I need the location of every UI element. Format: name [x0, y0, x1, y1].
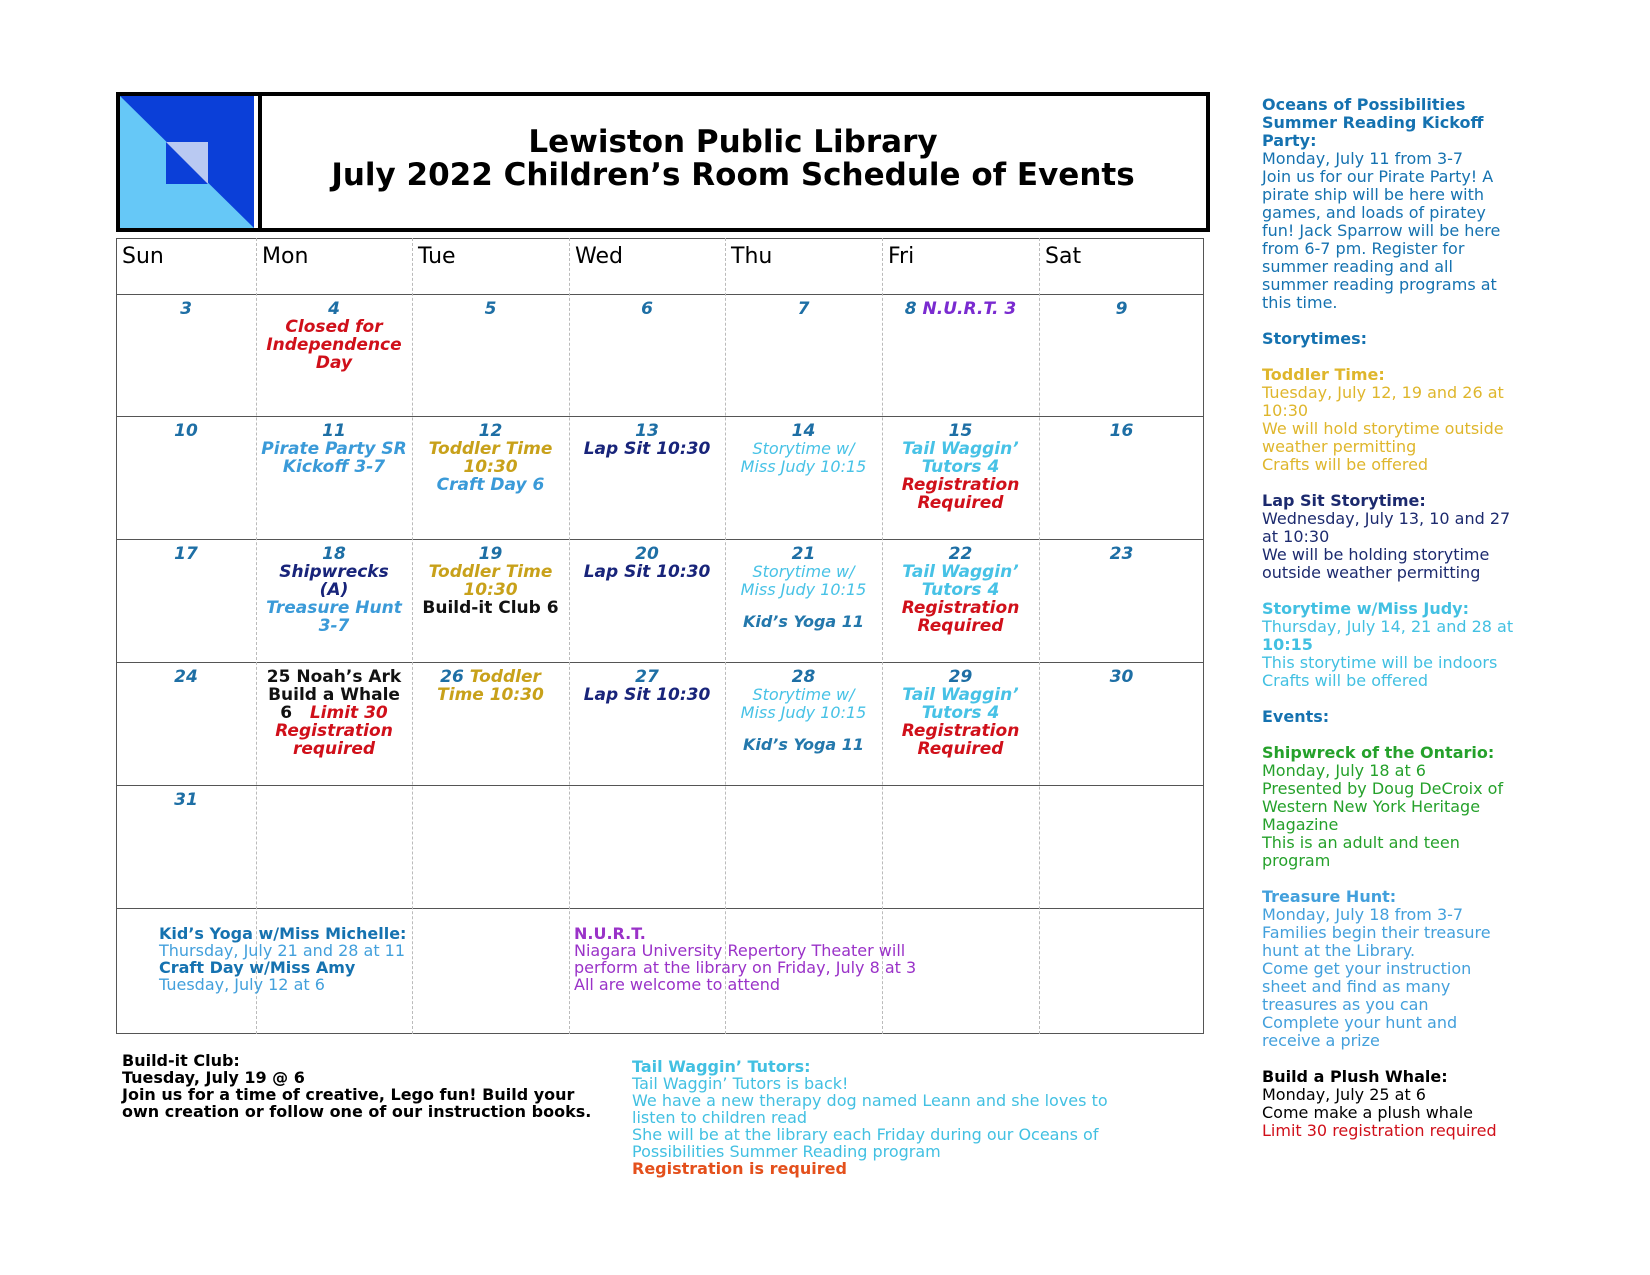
day-cell-9 — [1039, 294, 1204, 416]
event-build-whale-time: 6 — [280, 703, 293, 723]
event-kids-yoga: Kid’s Yoga 11 — [742, 735, 865, 754]
event-storytime: Miss Judy 10:15 — [740, 457, 867, 476]
day-cell-16 — [1039, 416, 1204, 539]
day-cell-14 — [725, 416, 882, 539]
build-line: own creation or follow one of our instruction books. — [122, 1102, 592, 1121]
shipwreck-line: Magazine — [1262, 815, 1339, 834]
page-title — [270, 126, 1196, 192]
event-toddler-time: Toddler Time — [428, 439, 553, 459]
toddler-line: We will hold storytime outside — [1262, 419, 1504, 438]
nurt-line: Niagara University Repertory Theater will — [574, 941, 906, 960]
day-number: 28 — [791, 667, 816, 687]
grid-hline — [116, 785, 1204, 786]
day-number: 26 — [440, 667, 464, 687]
day-cell-24 — [116, 662, 256, 785]
day-number: 4 — [328, 299, 340, 319]
whale-line: Come make a plush whale — [1262, 1103, 1474, 1122]
tail-line: Tail Waggin’ Tutors is back! — [632, 1074, 849, 1093]
build-date: Tuesday, July 19 @ 6 — [122, 1068, 305, 1087]
hunt-line: Complete your hunt and — [1262, 1013, 1458, 1032]
day-number: 19 — [478, 544, 503, 564]
grid-hline — [116, 908, 1204, 909]
kickoff-line: games, and loads of piratey — [1262, 203, 1486, 222]
event-toddler-time: Toddler Time — [428, 562, 553, 582]
event-registration: Required — [917, 739, 1004, 759]
day-number: 16 — [1109, 421, 1134, 441]
day-number: 15 — [948, 421, 973, 441]
storytimes-heading: Storytimes: — [1262, 329, 1368, 348]
day-cell-29 — [882, 662, 1039, 785]
day-cell-5 — [412, 294, 569, 416]
kickoff-title: Oceans of Possibilities — [1262, 95, 1466, 114]
treasure-hunt-block — [1262, 888, 1552, 1050]
plush-whale-block — [1262, 1068, 1552, 1140]
logo-graphic — [120, 96, 254, 228]
day-cell-10 — [116, 416, 256, 539]
yoga-title: Kid’s Yoga w/Miss Michelle: — [159, 924, 407, 943]
day-number: 18 — [322, 544, 346, 564]
day-cell-22 — [882, 539, 1039, 662]
day-number: 3 — [180, 299, 192, 319]
build-title: Build-it Club: — [122, 1051, 240, 1070]
event-storytime: Miss Judy 10:15 — [740, 580, 867, 599]
toddler-block — [1262, 366, 1552, 474]
whale-title: Build a Plush Whale: — [1262, 1067, 1448, 1086]
shipwreck-line: Western New York Heritage — [1262, 797, 1481, 816]
event-kids-yoga: Kid’s Yoga 11 — [742, 612, 865, 631]
title-line-2: July 2022 Children’s Room Schedule of Events — [331, 157, 1135, 193]
hunt-title: Treasure Hunt: — [1262, 887, 1397, 906]
day-cell-15 — [882, 416, 1039, 539]
event-closed: Closed for — [285, 317, 383, 337]
event-closed: Day — [315, 353, 353, 373]
footer-nurt — [574, 925, 994, 993]
event-limit: Limit 30 — [309, 703, 388, 723]
kickoff-line: fun! Jack Sparrow will be here — [1262, 221, 1501, 240]
day-number: 12 — [478, 421, 503, 441]
day-cell-26 — [412, 662, 569, 785]
weekday-sat: Sat — [1045, 244, 1082, 269]
event-storytime: Storytime w/ — [752, 685, 855, 704]
lapsit-line: Wednesday, July 13, 10 and 27 — [1262, 509, 1511, 528]
day-number: 31 — [174, 790, 198, 810]
event-pirate-party: Pirate Party SR — [261, 439, 407, 459]
nurt-line: perform at the library on Friday, July 8 at 3 — [574, 958, 917, 977]
header-box — [116, 92, 1210, 232]
event-build-whale: Build a Whale — [268, 685, 400, 705]
toddler-line: Crafts will be offered — [1262, 455, 1429, 474]
hunt-line: hunt at the Library. — [1262, 941, 1416, 960]
event-tail-waggin: Tail Waggin’ — [902, 439, 1019, 459]
event-toddler-time: Toddler — [469, 667, 541, 687]
day-number: 13 — [635, 421, 659, 441]
shipwreck-line: Presented by Doug DeCroix of — [1262, 779, 1504, 798]
hunt-line: Monday, July 18 from 3-7 — [1262, 905, 1464, 924]
event-lap-sit: Lap Sit 10:30 — [583, 562, 711, 582]
toddler-line: Tuesday, July 12, 19 and 26 at — [1262, 383, 1504, 402]
day-number: 20 — [635, 544, 659, 564]
day-number: 5 — [484, 299, 497, 319]
day-number: 21 — [791, 544, 816, 564]
weekday-thu: Thu — [731, 244, 773, 269]
day-cell-28 — [725, 662, 882, 785]
events-heading: Events: — [1262, 707, 1330, 726]
build-line: Join us for a time of creative, Lego fun! Build your — [122, 1085, 575, 1104]
judy-block — [1262, 600, 1552, 690]
event-storytime: Storytime w/ — [752, 439, 855, 458]
kickoff-line: from 6-7 pm. Register for — [1262, 239, 1465, 258]
day-number: 9 — [1115, 299, 1128, 319]
lapsit-line: We will be holding storytime — [1262, 545, 1490, 564]
sidebar — [1262, 96, 1552, 1158]
judy-line: Crafts will be offered — [1262, 671, 1429, 690]
day-cell-19 — [412, 539, 569, 662]
day-number: 8 — [904, 299, 917, 319]
shipwreck-block — [1262, 744, 1552, 870]
hunt-line: Families begin their treasure — [1262, 923, 1491, 942]
day-cell-13 — [569, 416, 725, 539]
day-number: 14 — [791, 421, 816, 441]
lapsit-block — [1262, 492, 1552, 582]
day-number: 29 — [948, 667, 973, 687]
kickoff-line: pirate ship will be here with — [1262, 185, 1485, 204]
library-logo — [120, 96, 262, 228]
day-cell-3 — [116, 294, 256, 416]
weekday-wed: Wed — [575, 244, 623, 269]
hunt-line: receive a prize — [1262, 1031, 1380, 1050]
day-cell-21 — [725, 539, 882, 662]
event-tail-waggin: Tail Waggin’ — [902, 685, 1019, 705]
event-tail-waggin: Tutors 4 — [921, 580, 1000, 600]
tail-line: Possibilities Summer Reading program — [632, 1142, 941, 1161]
day-number: 23 — [1109, 544, 1134, 564]
day-cell-12 — [412, 416, 569, 539]
tail-line: We have a new therapy dog named Leann and she loves to — [632, 1091, 1108, 1110]
day-number: 30 — [1109, 667, 1134, 687]
nurt-title: N.U.R.T. — [574, 924, 646, 943]
kickoff-line: summer reading and all — [1262, 257, 1453, 276]
event-tail-waggin: Tail Waggin’ — [902, 562, 1019, 582]
day-number: 17 — [174, 544, 198, 564]
event-shipwrecks: Shipwrecks — [279, 562, 389, 582]
day-cell-4 — [256, 294, 412, 416]
kickoff-line: Join us for our Pirate Party! A — [1262, 167, 1494, 186]
title-line-1: Lewiston Public Library — [528, 124, 938, 160]
day-cell-8 — [882, 294, 1039, 416]
event-registration: Registration — [901, 475, 1020, 495]
weekday-tue: Tue — [418, 244, 456, 269]
kickoff-line: summer reading programs at — [1262, 275, 1497, 294]
shipwreck-line: Monday, July 18 at 6 — [1262, 761, 1426, 780]
event-pirate-party: Kickoff 3-7 — [282, 457, 386, 477]
craft-text: Tuesday, July 12 at 6 — [159, 975, 325, 994]
day-cell-30 — [1039, 662, 1204, 785]
lapsit-title: Lap Sit Storytime: — [1262, 491, 1426, 510]
event-lap-sit: Lap Sit 10:30 — [583, 439, 711, 459]
shipwreck-line: program — [1262, 851, 1331, 870]
day-number: 27 — [635, 667, 659, 687]
weekday-sun: Sun — [122, 244, 164, 269]
day-cell-23 — [1039, 539, 1204, 662]
toddler-line: 10:30 — [1262, 401, 1309, 420]
judy-line: Thursday, July 14, 21 and 28 at — [1262, 617, 1514, 636]
lapsit-line: outside weather permitting — [1262, 563, 1481, 582]
tail-registration: Registration is required — [632, 1159, 847, 1178]
judy-line: 10:15 — [1262, 635, 1313, 654]
kickoff-line: this time. — [1262, 293, 1338, 312]
weekday-mon: Mon — [262, 244, 309, 269]
day-cell-25 — [256, 662, 412, 785]
event-treasure-hunt: 3-7 — [318, 616, 350, 636]
kickoff-line: Monday, July 11 from 3-7 — [1262, 149, 1464, 168]
judy-title: Storytime w/Miss Judy: — [1262, 599, 1469, 618]
nurt-line: All are welcome to attend — [574, 975, 780, 994]
event-lap-sit: Lap Sit 10:30 — [583, 685, 711, 705]
event-registration: Registration — [901, 598, 1020, 618]
tail-line: listen to children read — [632, 1108, 808, 1127]
whale-line: Monday, July 25 at 6 — [1262, 1085, 1426, 1104]
event-craft-day: Craft Day 6 — [436, 475, 545, 495]
event-shipwrecks: (A) — [319, 580, 349, 600]
lapsit-line: at 10:30 — [1262, 527, 1330, 546]
tail-waggin-info — [632, 1058, 1152, 1177]
event-storytime: Miss Judy 10:15 — [740, 703, 867, 722]
event-registration: Registration — [901, 721, 1020, 741]
hunt-line: Come get your instruction — [1262, 959, 1472, 978]
tail-title: Tail Waggin’ Tutors: — [632, 1057, 811, 1076]
event-tail-waggin: Tutors 4 — [921, 703, 1000, 723]
event-registration: Required — [917, 493, 1004, 513]
day-cell-6 — [569, 294, 725, 416]
day-cell-20 — [569, 539, 725, 662]
event-build-it-club: Build-it Club 6 — [422, 598, 559, 618]
day-number: 11 — [322, 421, 346, 441]
shipwreck-title: Shipwreck of the Ontario: — [1262, 743, 1495, 762]
weekday-fri: Fri — [888, 244, 915, 269]
day-number: 24 — [174, 667, 198, 687]
footer-yoga-craft — [159, 925, 419, 993]
day-number: 7 — [797, 299, 810, 319]
event-storytime: Storytime w/ — [752, 562, 855, 581]
event-registration: required — [292, 739, 376, 759]
toddler-line: weather permitting — [1262, 437, 1417, 456]
event-nurt: N.U.R.T. 3 — [922, 299, 1017, 319]
shipwreck-line: This is an adult and teen — [1262, 833, 1460, 852]
event-registration: Registration — [275, 721, 393, 741]
event-noahs-ark: Noah’s Ark — [296, 667, 402, 687]
build-it-club-info — [122, 1052, 642, 1120]
event-tail-waggin: Tutors 4 — [921, 457, 1000, 477]
event-toddler-time: Time 10:30 — [437, 685, 544, 705]
day-number: 25 — [266, 667, 291, 687]
day-number: 10 — [174, 421, 198, 441]
event-toddler-time: 10:30 — [463, 457, 518, 477]
hunt-line: sheet and find as many — [1262, 977, 1451, 996]
day-cell-18 — [256, 539, 412, 662]
event-closed: Independence — [266, 335, 402, 355]
day-cell-7 — [725, 294, 882, 416]
kickoff-title: Party: — [1262, 131, 1317, 150]
yoga-text: Thursday, July 21 and 28 at 11 — [159, 941, 406, 960]
judy-line: This storytime will be indoors — [1262, 653, 1498, 672]
hunt-line: treasures as you can — [1262, 995, 1429, 1014]
whale-limit: Limit 30 registration required — [1262, 1121, 1497, 1140]
day-cell-27 — [569, 662, 725, 785]
day-number: 22 — [948, 544, 973, 564]
day-cell-31 — [116, 785, 256, 908]
toddler-title: Toddler Time: — [1262, 365, 1385, 384]
event-treasure-hunt: Treasure Hunt — [266, 598, 402, 618]
kickoff-block — [1262, 96, 1552, 312]
day-cell-11 — [256, 416, 412, 539]
day-number: 6 — [641, 299, 653, 319]
event-registration: Required — [917, 616, 1004, 636]
event-toddler-time: 10:30 — [463, 580, 518, 600]
tail-line: She will be at the library each Friday during our Oceans of — [632, 1125, 1099, 1144]
kickoff-title: Summer Reading Kickoff — [1262, 113, 1484, 132]
craft-title: Craft Day w/Miss Amy — [159, 958, 356, 977]
day-cell-17 — [116, 539, 256, 662]
